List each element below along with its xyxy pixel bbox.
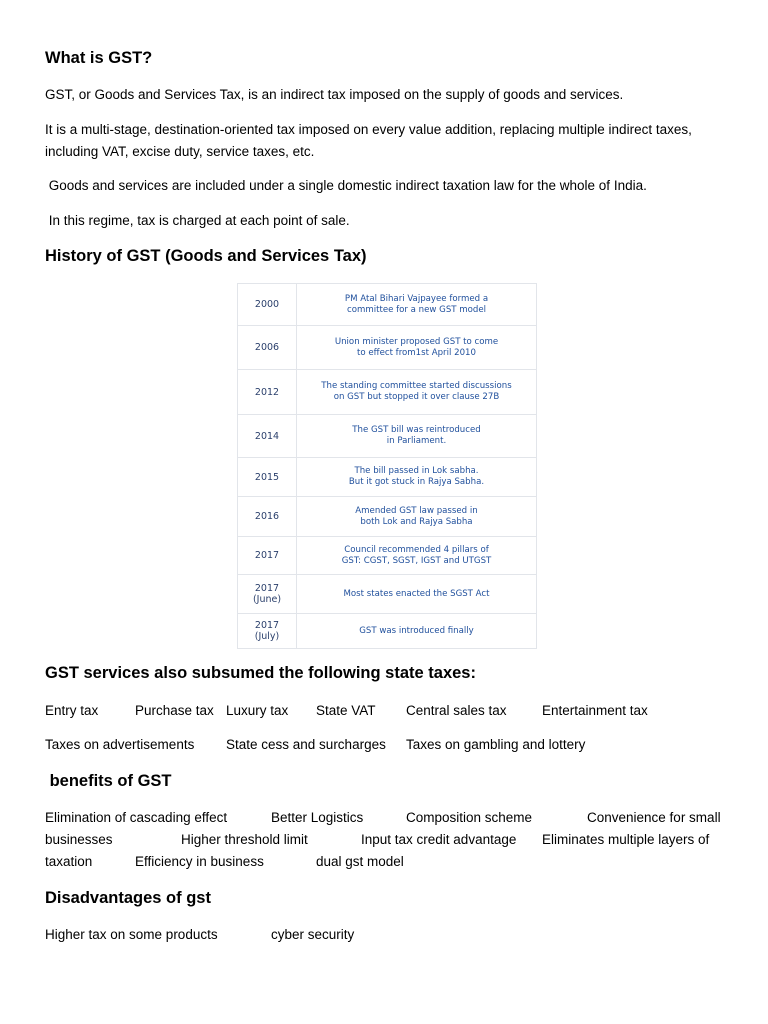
what-is-gst-heading: What is GST? [45,49,153,67]
benefit-item: Eliminates multiple layers of [542,832,710,847]
timeline-row [238,326,536,370]
benefit-item: Convenience for small [587,810,721,825]
timeline-year: 2006 [238,326,297,369]
timeline-year: 2015 [238,458,297,496]
history-heading: History of GST (Goods and Services Tax) [45,247,367,265]
timeline-row [238,497,536,537]
benefit-item: Higher threshold limit [181,832,308,847]
subsumed-taxes-heading: GST services also subsumed the following state taxes: [45,664,476,682]
benefits-heading: benefits of GST [45,772,172,790]
timeline-row [238,537,536,575]
timeline-year: 2017 [238,537,297,574]
benefit-item: Input tax credit advantage [361,832,517,847]
benefit-item: Elimination of cascading effect [45,810,228,825]
timeline-row [238,458,536,497]
timeline-row [238,370,536,415]
tax-item: Taxes on gambling and lottery [406,737,586,752]
tax-item: Entertainment tax [542,703,648,718]
paragraph-multistage-line1: It is a multi-stage, destination-oriented tax imposed on every value addition, replacing multiple indirect taxes, [45,122,692,137]
timeline-event: PM Atal Bihari Vajpayee formed a committee for a new GST model [344,293,489,315]
benefit-item: dual gst model [316,854,404,869]
timeline-event: Union minister proposed GST to come to effect from1st April 2010 [334,336,499,358]
benefit-item: Efficiency in business [135,854,264,869]
tax-item: Purchase tax [135,703,214,718]
timeline-event: The bill passed in Lok sabha. But it got stuck in Rajya Sabha. [348,466,485,487]
disadvantage-item: Higher tax on some products [45,927,218,942]
benefit-item: businesses [45,832,113,847]
paragraph-single-law: Goods and services are included under a single domestic indirect taxation law for the whole of India. [45,178,647,193]
timeline-row [238,575,536,614]
timeline-year: 2017 (June) [238,575,297,613]
paragraph-definition: GST, or Goods and Services Tax, is an indirect tax imposed on the supply of goods and services. [45,87,624,102]
disadvantages-heading: Disadvantages of gst [45,889,211,907]
tax-item: Taxes on advertisements [45,737,195,752]
timeline-year: 2016 [238,497,297,536]
gst-history-timeline-table [237,283,537,649]
benefit-item: Better Logistics [271,810,364,825]
tax-item: Central sales tax [406,703,507,718]
tax-item: Entry tax [45,703,99,718]
tax-item: State cess and surcharges [226,737,386,752]
tax-item: State VAT [316,703,376,718]
timeline-row [238,614,536,648]
timeline-year: 2000 [238,284,297,325]
disadvantage-item: cyber security [271,927,355,942]
timeline-event: The GST bill was reintroduced in Parliament. [352,425,481,446]
timeline-year: 2017 (July) [238,614,297,648]
timeline-row [238,415,536,458]
timeline-event: Council recommended 4 pillars of GST: CGST, SGST, IGST and UTGST [341,544,492,566]
paragraph-point-of-sale: In this regime, tax is charged at each point of sale. [45,213,350,228]
timeline-event: Amended GST law passed in both Lok and Rajya Sabha [355,505,478,527]
timeline-year: 2012 [238,370,297,414]
tax-item: Luxury tax [226,703,289,718]
timeline-event: GST was introduced finally [359,625,474,636]
timeline-row [238,284,536,326]
paragraph-multistage-line2: including VAT, excise duty, service taxes, etc. [45,144,315,159]
benefit-item: Composition scheme [406,810,533,825]
timeline-year: 2014 [238,415,297,457]
timeline-event: The standing committee started discussions on GST but stopped it over clause 27B [321,381,512,402]
benefit-item: taxation [45,854,93,869]
timeline-event: Most states enacted the SGST Act [343,588,490,599]
